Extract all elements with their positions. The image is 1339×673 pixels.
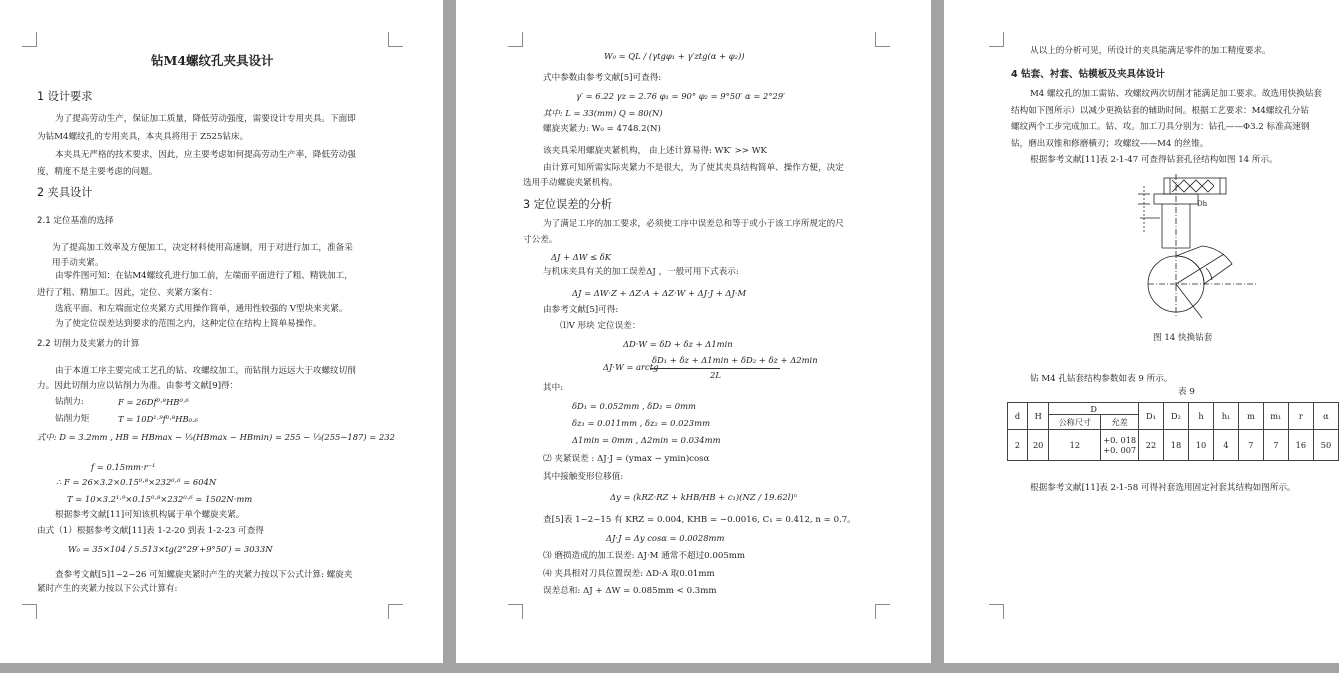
table-cell: 2 [1008, 430, 1028, 461]
formula-label: 钻削力矩 [55, 414, 90, 424]
table-header-cell: D₁ [1138, 403, 1163, 430]
crop-mark [875, 604, 890, 619]
bushing-parameter-table [1007, 402, 1339, 461]
tolerance-lower: +0. 007 [1103, 445, 1137, 455]
table-cell: 50 [1313, 430, 1338, 461]
paragraph-line: 与机床夹具有关的加工误差ΔJ ，一般可用下式表示: [543, 267, 739, 277]
table-cell: 7 [1263, 430, 1288, 461]
section-heading: 2 夹具设计 [37, 186, 93, 199]
formula: ΔJ + ΔW ≤ δK [551, 252, 612, 262]
crop-mark [388, 604, 403, 619]
paragraph-line: ⑶ 磨损造成的加工误差: ΔJ·M 通常不超过0.005mm [543, 551, 746, 561]
figure-caption: 图 14 快换钻套 [1153, 333, 1213, 343]
crop-mark [388, 32, 403, 47]
table-header-cell: 公称尺寸 [1049, 415, 1101, 430]
table-header-cell: H [1028, 403, 1049, 430]
paragraph-line: 选底平面、和左端面定位夹紧方式用操作简单，通用性较强的 V型块来夹紧。 [55, 304, 348, 314]
paragraph-line: 选用手动螺旋夹紧机构。 [523, 178, 618, 188]
paragraph-line: 由参考文献[5]可得: [543, 305, 619, 315]
table-header-cell: m₁ [1263, 403, 1288, 430]
table-header-cell: r [1288, 403, 1313, 430]
paragraph-line: 由计算可知所需实际夹紧力不是很大，为了使其夹具结构简单、操作方便，决定 [543, 163, 844, 173]
paragraph-line: 度，精度不是主要考虑的问题。 [37, 167, 158, 177]
formula: 其中: L = 33(mm) Q = 80(N) [543, 108, 663, 118]
paragraph-line: 紧时产生的夹紧力按以下公式计算有: [37, 584, 178, 594]
paragraph-line: 本夹具无严格的技术要求，因此，应主要考虑如何提高劳动生产率，降低劳动强 [55, 150, 356, 160]
paragraph-line: 根据参考文献[11]表 2-1-58 可得衬套选用固定衬套其结构如图所示。 [1030, 483, 1296, 493]
paragraph-line: 螺纹两个工步完成加工。钻、攻。加工刀具分别为：钻孔——Φ3.2 标准高速钢 [1011, 122, 1310, 132]
table-header-cell: d [1008, 403, 1028, 430]
formula: ΔD·W = δD + δz + Δ1min [623, 339, 733, 349]
paragraph-line: 由于本道工序主要完成工艺孔的钻、攻螺纹加工，而钻削力远远大于攻螺纹切削 [55, 366, 356, 376]
formula: Δ1min = 0mm , Δ2min = 0.034mm [572, 435, 721, 445]
document-page-2 [456, 0, 931, 663]
section-heading: 4 钻套、衬套、钻模板及夹具体设计 [1011, 69, 1165, 80]
formula: f = 0.15mm·r⁻¹ [91, 462, 156, 472]
paragraph-line: 用手动夹紧。 [52, 258, 104, 268]
table-cell: 10 [1189, 430, 1214, 461]
table-header-cell: D₂ [1163, 403, 1188, 430]
formula: W₀ = QL / (γtgφ₁ + γ′ztg(α + φ₂)) [604, 51, 745, 61]
table-cell-tolerance [1101, 430, 1139, 461]
formula: W₀ = 35×104 / 5.513×tg(2°29′+9°50′) = 3033N [68, 544, 273, 554]
table-cell: 16 [1288, 430, 1313, 461]
paragraph-line: 由零件图可知：在钻M4螺纹孔进行加工前，左端面平面进行了粗、精铣加工， [55, 271, 353, 281]
paragraph-line: 该夹具采用螺旋夹紧机构， 由上述计算易得: WK′ >> WK [543, 146, 767, 156]
paragraph-line: 为钻M4螺纹孔的专用夹具，本夹具将用于 Z525钻床。 [37, 132, 249, 142]
paragraph-line: 为了提高加工效率及方便加工，决定材料使用高速钢，用于对进行加工，准备采 [52, 243, 353, 253]
paragraph-line: 进行了粗、精加工。因此，定位、夹紧方案有： [37, 288, 218, 298]
paragraph-line: M4 螺纹孔的加工需钻、攻螺纹两次切削才能满足加工要求。故选用快换钻套 [1030, 89, 1323, 99]
table-header-cell: h₁ [1214, 403, 1239, 430]
formula: ∴ F = 26×3.2×0.15⁰·⁸×232⁰·⁶ = 604N [56, 477, 217, 487]
table-header-cell: h [1189, 403, 1214, 430]
crop-mark [22, 604, 37, 619]
table-header-row [1008, 403, 1339, 415]
document-page-3 [944, 0, 1339, 663]
crop-mark [22, 32, 37, 47]
paragraph-line: 根据参考文献[11]表 2-1-47 可查得钻套孔径结构如图 14 所示。 [1030, 155, 1278, 165]
formula: ΔJ·J = Δy cosα = 0.0028mm [606, 533, 725, 543]
paragraph-line: 钻 M4 孔钻套结构参数如表 9 所示。 [1030, 374, 1173, 384]
paragraph-line: 结构如下图所示）以减少更换钻套的辅助时间。根据工艺要求：M4螺纹孔分钻 [1011, 106, 1309, 116]
formula: T = 10D¹·⁹f⁰·⁸HB₀.₆ [118, 414, 198, 424]
formula: F = 26Df⁰·⁸HB⁰·⁶ [118, 397, 189, 407]
table-header-cell: 允差 [1101, 415, 1139, 430]
formula: Δy = (kRZ·RZ + kHB/HB + c₁)(NZ / 19.62l)ⁿ [610, 492, 798, 502]
formula: γ′ = 6.22 γz = 2.76 φ₁ = 90° φ₂ = 9°50′ α = 2°29′ [576, 91, 786, 101]
table-cell: 4 [1214, 430, 1239, 461]
subsection-heading: 2.1 定位基准的选择 [37, 216, 114, 226]
formula: δz₁ = 0.011mm , δz₂ = 0.023mm [572, 418, 711, 428]
paragraph-line: 为了满足工序的加工要求，必须使工序中误差总和等于或小于该工序所规定的尺 [543, 219, 844, 229]
paragraph-line: ⑵ 夹紧误差 : ΔJ·J = (ymax − ymin)cosα [543, 454, 710, 464]
table-cell: 20 [1028, 430, 1049, 461]
paragraph-line: 力。因此切削力应以钻削力为准。由参考文献[9]得： [37, 381, 239, 391]
table-header-cell: α [1313, 403, 1338, 430]
document-page-1 [0, 0, 443, 663]
formula: ΔJ·W = arctg [603, 362, 659, 372]
formula-label: 钻削力: [55, 397, 84, 407]
tolerance-upper: +0. 018 [1103, 435, 1137, 445]
formula-numerator: δD₁ + δz + Δ1min + δD₂ + δz + Δ2min [652, 355, 818, 365]
crop-mark [875, 32, 890, 47]
paragraph-line: 误差总和: ΔJ + ΔW = 0.085mm < 0.3mm [543, 586, 717, 596]
paragraph-line: 式中参数由参考文献[5]可查得: [543, 73, 662, 83]
formula: ΔJ = ΔW·Z + ΔZ·A + ΔZ·W + ΔJ·J + ΔJ·M [572, 288, 747, 298]
table-cell: 18 [1163, 430, 1188, 461]
crop-mark [508, 32, 523, 47]
crop-mark [989, 604, 1004, 619]
paragraph-line: 由式（1）根据参考文献[11]表 1-2-20 到表 1-2-23 可查得 [37, 526, 264, 536]
table-row [1008, 430, 1339, 461]
paragraph-line: ⑷ 夹具相对刀具位置误差: ΔD·A 取0.01mm [543, 569, 715, 579]
paragraph-line: 其中接触变形位移值: [543, 472, 624, 482]
document-title: 钻M4螺纹孔夹具设计 [151, 53, 274, 68]
section-heading: 1 设计要求 [37, 90, 93, 103]
paragraph-line: 寸公差。 [523, 235, 558, 245]
table-title: 表 9 [1178, 387, 1195, 397]
section-heading: 3 定位误差的分析 [523, 198, 612, 211]
crop-mark [508, 604, 523, 619]
fraction-bar [650, 368, 780, 369]
paragraph-line: 从以上的分析可见，所设计的夹具能满足零件的加工精度要求。 [1030, 46, 1271, 56]
subsection-heading: 2.2 切削力及夹紧力的计算 [37, 339, 140, 349]
paragraph-line: ⑴V 形块 定位误差： [560, 321, 641, 331]
table-header-cell: D [1049, 403, 1139, 415]
table-cell: 7 [1238, 430, 1263, 461]
paragraph-line: 为了提高劳动生产，保证加工质量，降低劳动强度，需要设计专用夹具。下面即 [55, 114, 356, 124]
drill-bushing-drawing [1132, 172, 1262, 322]
paragraph-line: 查参考文献[5]1~2~26 可知螺旋夹紧时产生的夹紧力按以下公式计算: 螺旋夹 [55, 570, 353, 580]
formula-denominator: 2L [710, 370, 721, 380]
paragraph-line: 螺旋夹紧力: W₀ = 4748.2(N) [543, 124, 661, 134]
formula: 式中: D = 3.2mm , HB = HBmax − ⅓(HBmax − HBmin) = 255 − ⅓(255−187) = 232 [37, 432, 395, 442]
table-header-cell: m [1238, 403, 1263, 430]
table-cell: 22 [1138, 430, 1163, 461]
figure-dimension-label: Dh [1197, 200, 1208, 208]
paragraph-line: 为了使定位误差达到要求的范围之内，这种定位在结构上简单易操作。 [55, 319, 322, 329]
paragraph-line: 其中: [543, 383, 564, 393]
paragraph-line: 钻，磨出双锥和修磨横刃；攻螺纹——M4 的丝锥。 [1011, 139, 1209, 149]
paragraph-line: 根据参考文献[11]可知该机构属于单个螺旋夹紧。 [55, 510, 245, 520]
table-cell: 12 [1049, 430, 1101, 461]
crop-mark [989, 32, 1004, 47]
formula: T = 10×3.2¹·⁹×0.15⁰·⁸×232⁰·⁶ = 1502N·mm [67, 494, 253, 504]
paragraph-line: 查[5]表 1~2~15 有 KRZ = 0.004, KHB = −0.0016, C₁ = 0.412, n = 0.7。 [543, 515, 856, 525]
formula: δD₁ = 0.052mm , δD₂ = 0mm [572, 401, 696, 411]
